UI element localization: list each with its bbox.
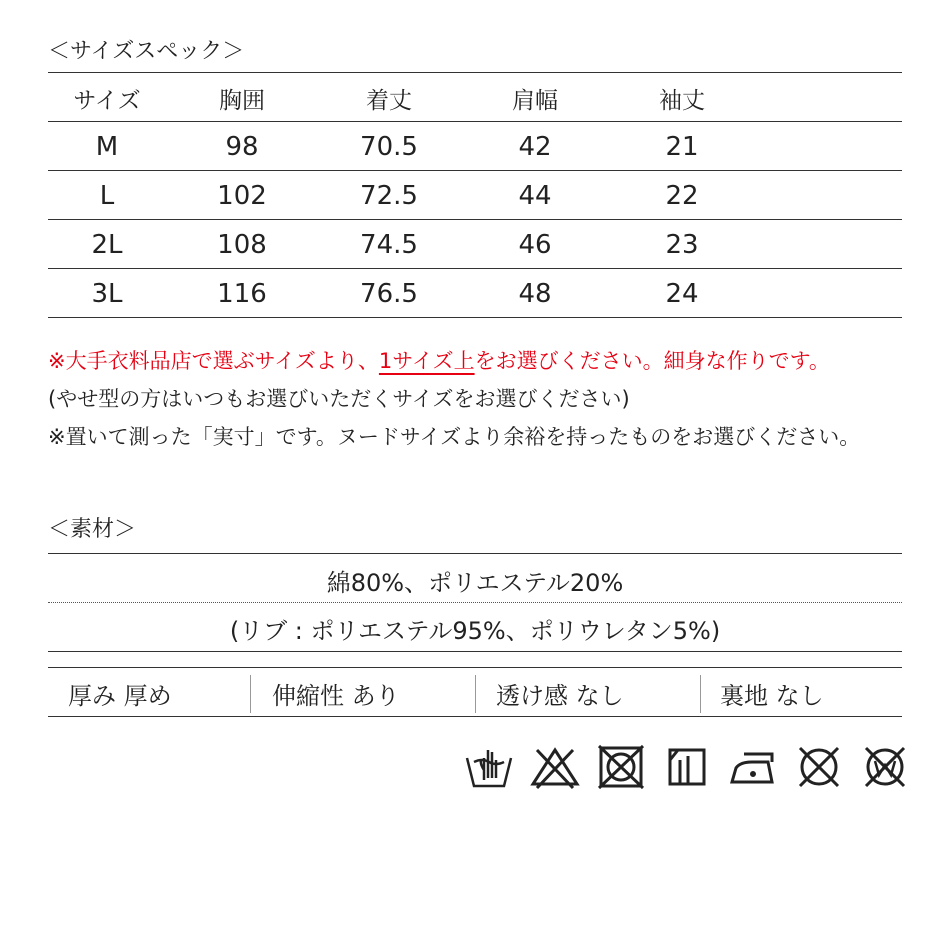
note-slim-advice: (やせ型の方はいつもお選びいただくサイズをお選びください)	[48, 387, 630, 411]
property-sheer: 透け感 なし	[496, 682, 624, 710]
table-top-border	[48, 72, 902, 73]
cell-chest: 116	[217, 279, 267, 309]
material-rib: (リブ : ポリエステル95%、ポリウレタン5%)	[229, 617, 721, 645]
header-sleeve: 袖丈	[659, 88, 705, 114]
cell-size: M	[95, 132, 119, 162]
note-size-advice-a: ※大手衣料品店で選ぶサイズより、	[48, 349, 379, 373]
shade-line-dry-icon	[662, 740, 712, 794]
no-wet-clean-icon	[860, 740, 910, 794]
cell-shoulder: 44	[518, 181, 552, 211]
cell-length: 76.5	[360, 279, 418, 309]
table-header-border	[48, 121, 902, 122]
cell-length: 70.5	[360, 132, 418, 162]
cell-sleeve: 24	[665, 279, 699, 309]
cell-shoulder: 46	[518, 230, 552, 260]
property-separator	[475, 675, 476, 713]
property-thickness: 厚み 厚め	[68, 682, 172, 710]
cell-sleeve: 21	[665, 132, 699, 162]
material-title: ＜素材＞	[48, 517, 137, 542]
note-size-advice	[48, 345, 830, 375]
no-tumble-dry-icon	[596, 740, 646, 794]
cell-shoulder: 42	[518, 132, 552, 162]
material-top-border	[48, 553, 902, 554]
cell-sleeve: 22	[665, 181, 699, 211]
material-bottom-border	[48, 651, 902, 652]
cell-shoulder: 48	[518, 279, 552, 309]
cell-chest: 102	[217, 181, 267, 211]
header-length: 着丈	[366, 88, 412, 114]
cell-size: 2L	[91, 230, 123, 260]
no-dry-clean-icon	[794, 740, 844, 794]
table-row-divider	[48, 268, 902, 269]
hand-wash-icon	[464, 740, 514, 794]
material-divider	[48, 602, 902, 603]
header-size: サイズ	[73, 88, 141, 114]
low-iron-icon	[728, 740, 778, 794]
size-spec-title: ＜サイズスペック＞	[48, 39, 245, 64]
header-chest: 胸囲	[219, 88, 265, 114]
cell-sleeve: 23	[665, 230, 699, 260]
property-separator	[700, 675, 701, 713]
table-row-divider	[48, 219, 902, 220]
cell-size: 3L	[91, 279, 123, 309]
note-measurement: ※置いて測った「実寸」です。ヌードサイズより余裕を持ったものをお選びください。	[48, 425, 861, 449]
table-bottom-border	[48, 317, 902, 318]
note-size-advice-emphasis: 1サイズ上	[378, 349, 475, 373]
material-main: 綿80%、ポリエステル20%	[326, 569, 624, 597]
property-separator	[250, 675, 251, 713]
property-lining: 裏地 なし	[720, 682, 824, 710]
properties-bottom-border	[48, 716, 902, 717]
cell-chest: 98	[225, 132, 259, 162]
header-shoulder: 肩幅	[512, 88, 558, 114]
cell-chest: 108	[217, 230, 267, 260]
no-bleach-icon	[530, 740, 580, 794]
cell-size: L	[99, 181, 115, 211]
cell-length: 74.5	[360, 230, 418, 260]
properties-top-border	[48, 667, 902, 668]
note-size-advice-c: をお選びください。細身な作りです。	[474, 349, 830, 373]
cell-length: 72.5	[360, 181, 418, 211]
property-stretch: 伸縮性 あり	[272, 682, 400, 710]
table-row-divider	[48, 170, 902, 171]
